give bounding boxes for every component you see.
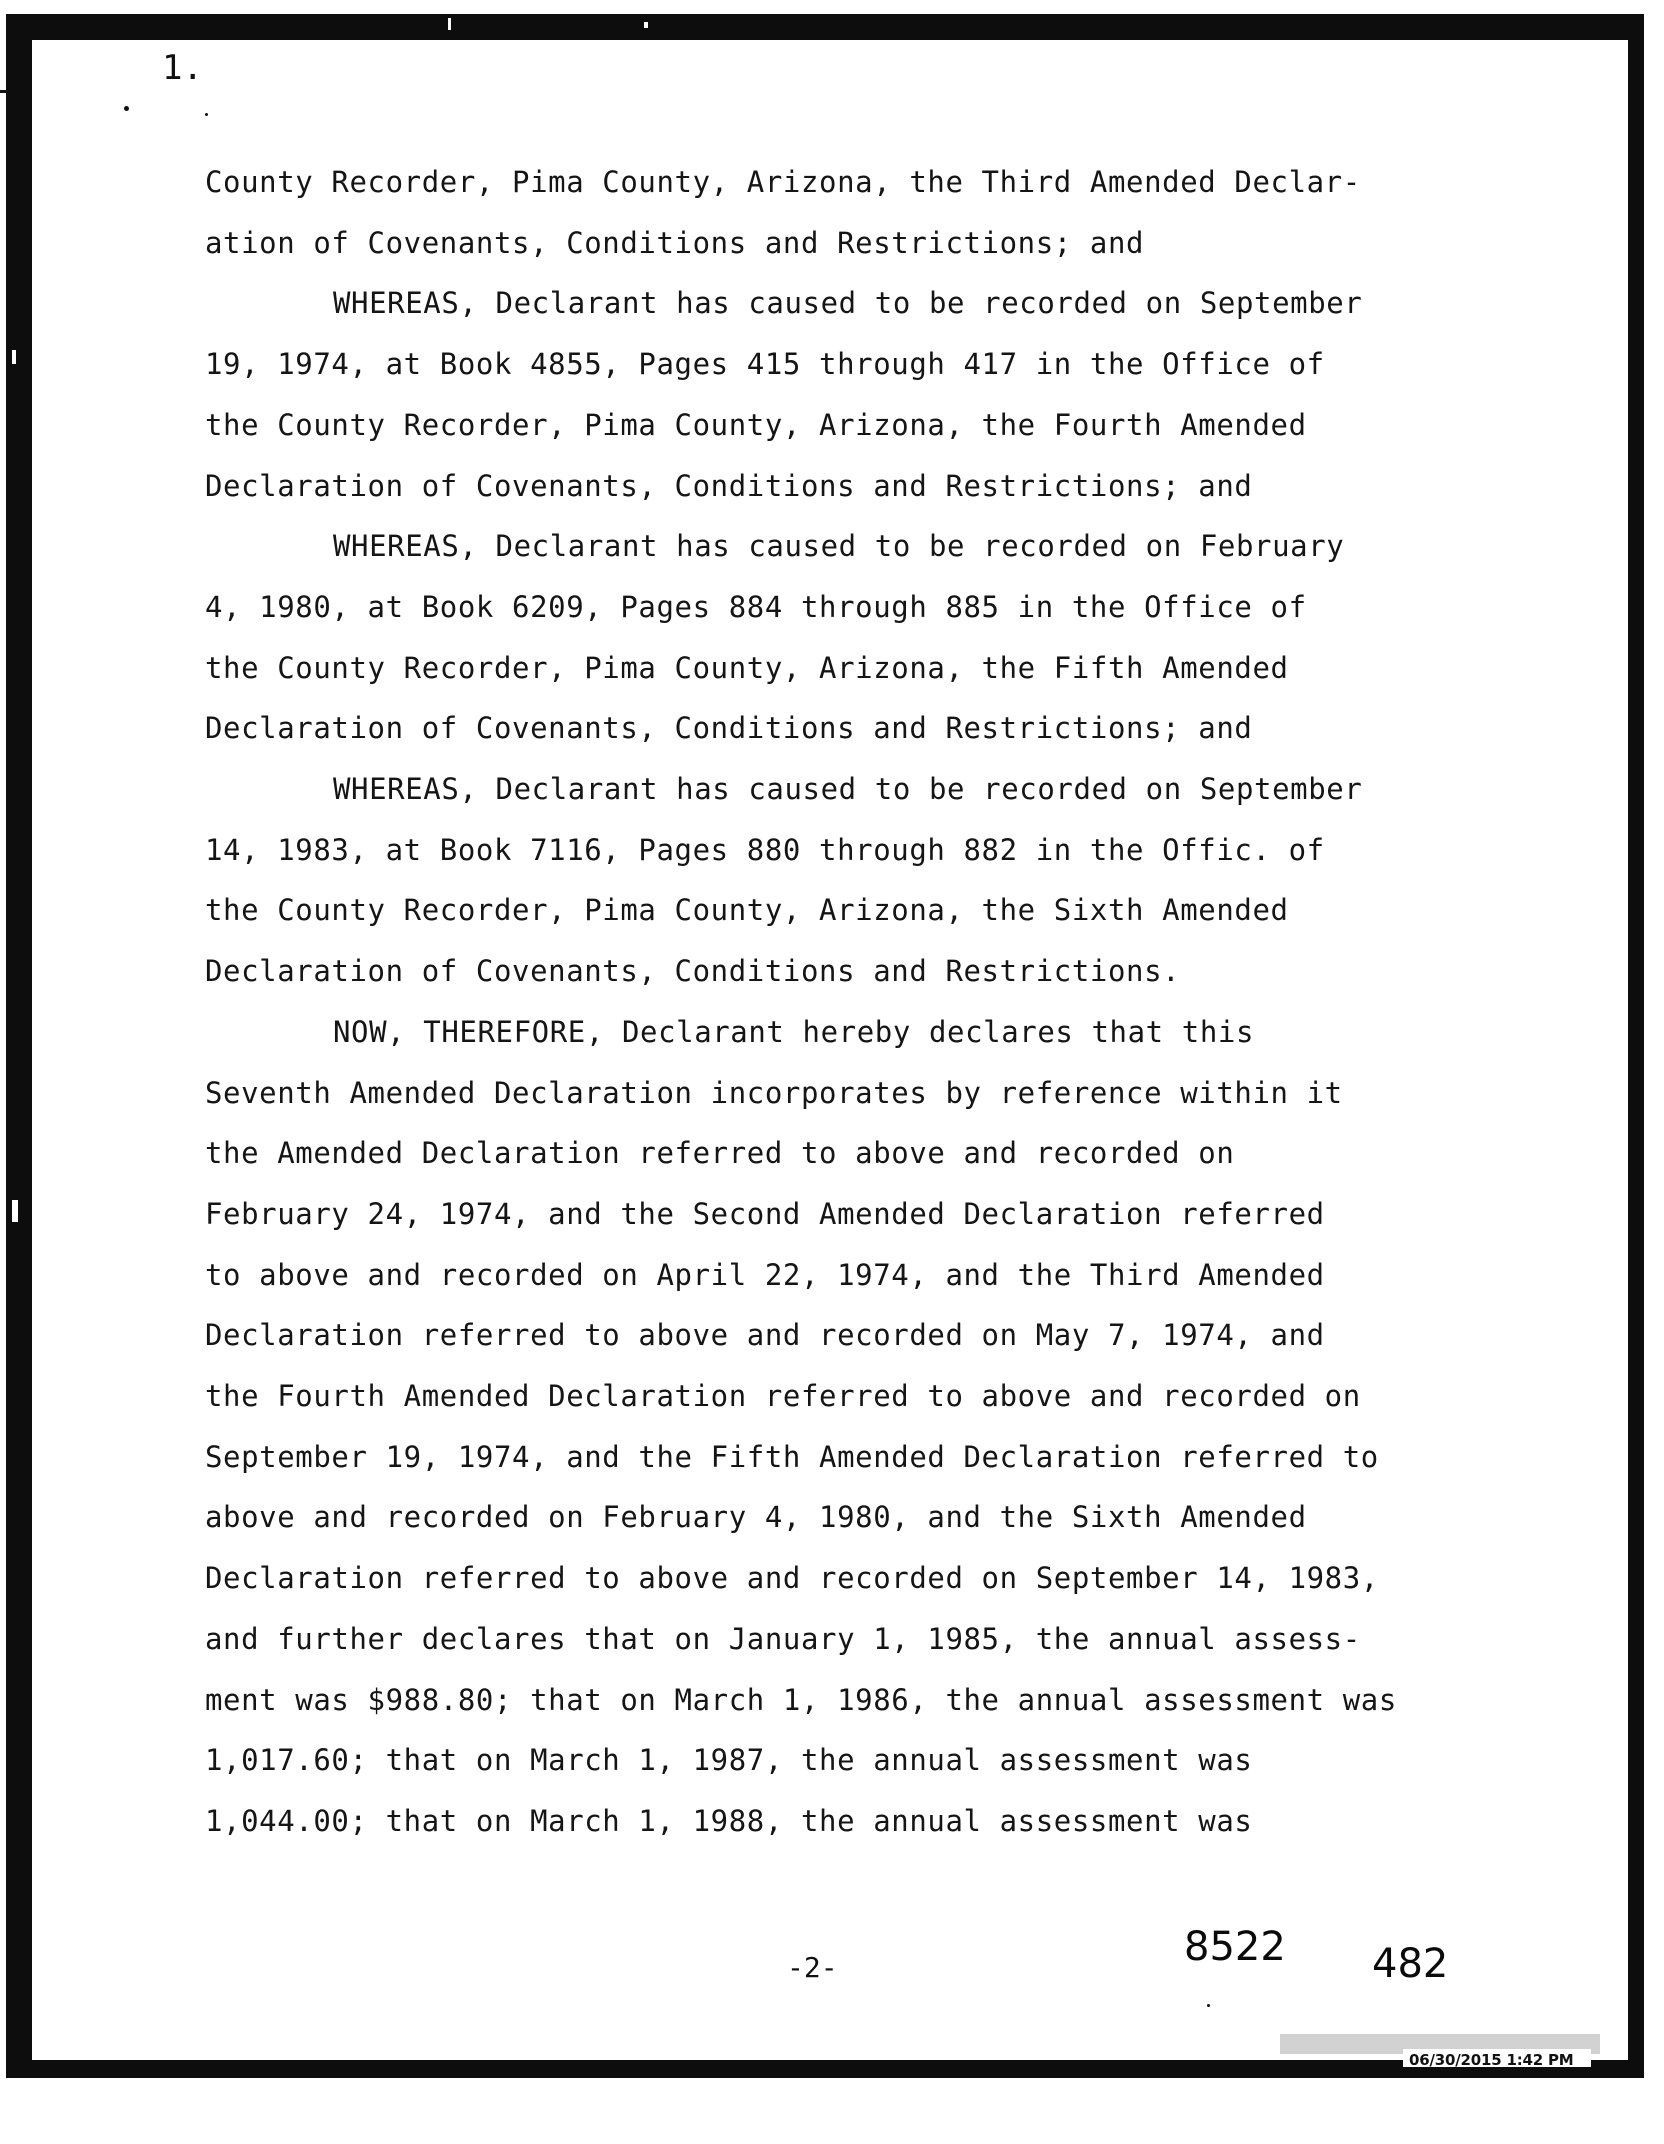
page-number: -2- [787,1951,838,1984]
document-text-line: the County Recorder, Pima County, Arizona, the Fifth Amended [205,651,1289,685]
scan-speck [12,1200,18,1222]
scan-speck [1207,2004,1210,2007]
document-text-line: NOW, THEREFORE, Declarant hereby declares that this [333,1015,1255,1049]
document-text-line: 1,044.00; that on March 1, 1988, the annual assessment was [205,1804,1253,1838]
document-text-line: Declaration referred to above and recorded on September 14, 1983, [205,1561,1379,1595]
document-text-line: ation of Covenants, Conditions and Restrictions; and [205,226,1145,260]
document-text-line: 14, 1983, at Book 7116, Pages 880 through 882 in the Offic. of [205,833,1325,867]
document-text-line: ment was $988.80; that on March 1, 1986, the annual assessment was [205,1683,1397,1717]
document-text-line: Declaration of Covenants, Conditions and Restrictions. [205,954,1181,988]
document-text-line: above and recorded on February 4, 1980, and the Sixth Amended [205,1500,1307,1534]
document-text-line: County Recorder, Pima County, Arizona, the Third Amended Declar- [205,165,1361,199]
scan-speck [0,90,8,93]
document-text-line: WHEREAS, Declarant has caused to be recorded on September [333,286,1363,320]
document-text-line: 4, 1980, at Book 6209, Pages 884 through 885 in the Office of [205,590,1307,624]
document-text-line: Declaration of Covenants, Conditions and Restrictions; and [205,469,1253,503]
scan-speck [124,106,129,111]
document-text-line: WHEREAS, Declarant has caused to be recorded on February [333,529,1345,563]
document-text-line: and further declares that on January 1, 1985, the annual assess- [205,1622,1361,1656]
document-text-line: the County Recorder, Pima County, Arizona, the Fourth Amended [205,408,1307,442]
document-text-line: to above and recorded on April 22, 1974, and the Third Amended [205,1258,1325,1292]
scan-speck [180,2038,240,2042]
scan-speck [1596,1140,1600,1220]
document-text-line: WHEREAS, Declarant has caused to be recorded on September [333,772,1363,806]
scan-speck [1593,40,1599,84]
top-handwritten-mark: 1. [162,48,203,88]
document-text-line: Seventh Amended Declaration incorporates by reference within it [205,1076,1343,1110]
print-timestamp: 06/30/2015 1:42 PM [1409,2051,1574,2069]
document-text-line: September 19, 1974, and the Fifth Amended Declaration referred to [205,1440,1379,1474]
document-text-line: the Fourth Amended Declaration referred to above and recorded on [205,1379,1361,1413]
scan-speck [12,350,16,364]
scan-speck [205,113,208,116]
scan-speck [448,18,451,30]
document-text-line: February 24, 1974, and the Second Amended Declaration referred [205,1197,1325,1231]
document-text-line: Declaration of Covenants, Conditions and Restrictions; and [205,711,1253,745]
document-text-line: 19, 1974, at Book 4855, Pages 415 through 417 in the Office of [205,347,1325,381]
document-text-line: the County Recorder, Pima County, Arizona, the Sixth Amended [205,893,1289,927]
recording-book-number: 8522 [1184,1924,1286,1970]
scan-speck [644,22,648,28]
document-text-line: Declaration referred to above and recorded on May 7, 1974, and [205,1318,1325,1352]
recording-page-number: 482 [1372,1941,1449,1987]
document-text-line: the Amended Declaration referred to above and recorded on [205,1136,1235,1170]
document-text-line: 1,017.60; that on March 1, 1987, the annual assessment was [205,1743,1253,1777]
